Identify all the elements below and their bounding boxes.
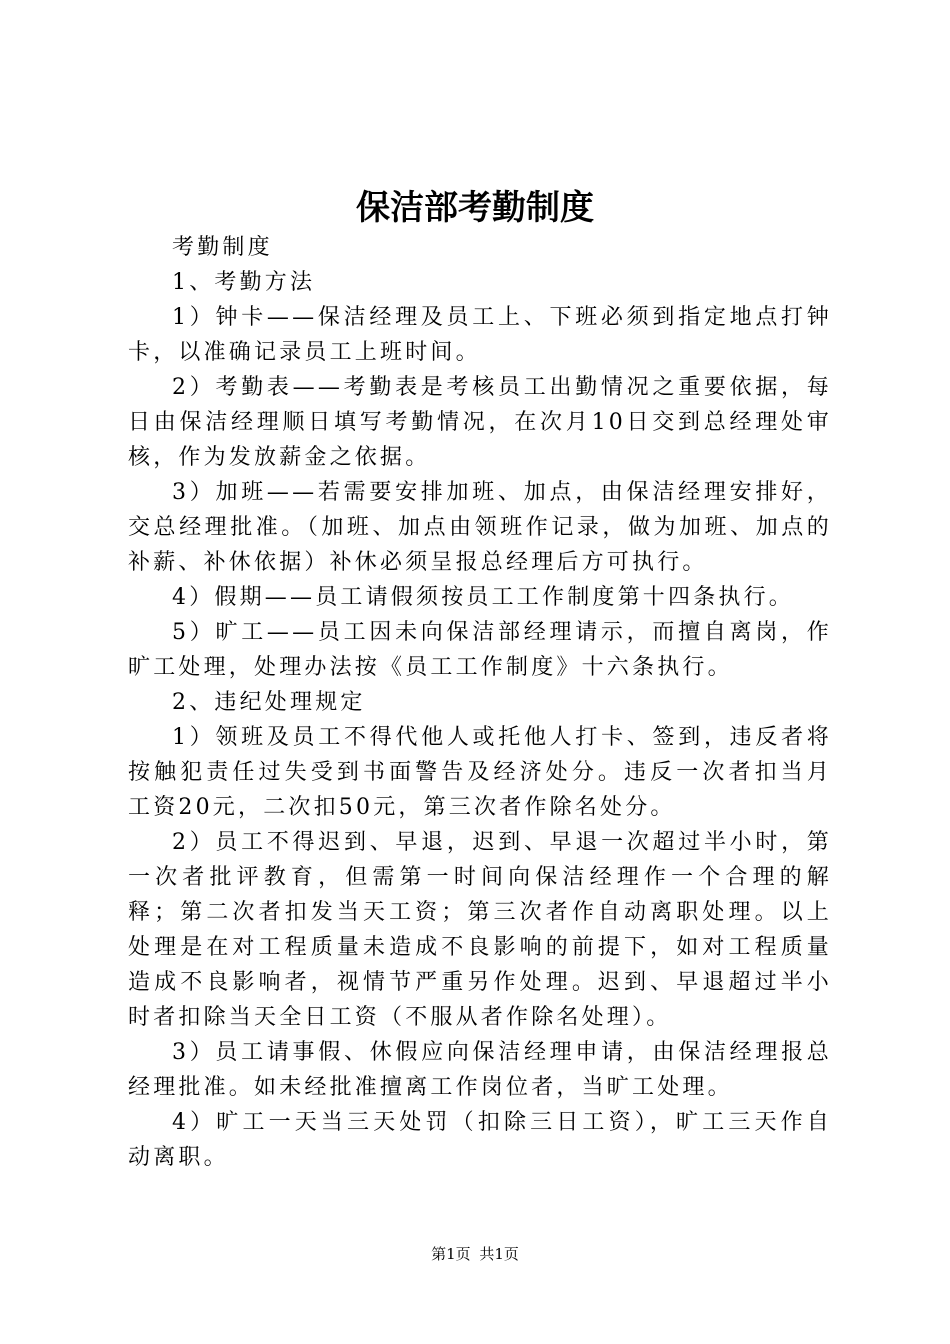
paragraph-overtime: 3）加班——若需要安排加班、加点，由保洁经理安排好，交总经理批准。（加班、加点由领班作记录，做为加班、加点的补薪、补休依据）补休必须呈报总经理后方可执行。 bbox=[128, 480, 832, 575]
paragraph-lateness: 2）员工不得迟到、早退，迟到、早退一次超过半小时，第一次者批评教育，但需第一时间向保洁经理作一个合理的解释；第二次者扣发当天工资；第三次者作自动离职处理。以上处理是在对工程质量未造成不良影响的前提下，如对工程质量造成不良影响者，视情节严重另作处理。迟到、早退超过半小时者扣除当天全日工资（不服从者作除名处理）。 bbox=[128, 830, 832, 1030]
paragraph-heading: 考勤制度 bbox=[172, 235, 273, 260]
paragraph-absenteeism: 5）旷工——员工因未向保洁部经理请示，而擅自离岗，作旷工处理，处理办法按《员工工作制度》十六条执行。 bbox=[128, 620, 832, 680]
page-total: 共1页 bbox=[479, 1245, 519, 1263]
paragraph-leave-request: 3）员工请事假、休假应向保洁经理申请，由保洁经理报总经理批准。如未经批准擅离工作岗位者，当旷工处理。 bbox=[128, 1040, 832, 1100]
page-number: 第1页 bbox=[431, 1245, 471, 1263]
paragraph-clock-card: 1）钟卡——保洁经理及员工上、下班必须到指定地点打钟卡，以准确记录员工上班时间。 bbox=[128, 305, 832, 365]
document-body bbox=[128, 230, 832, 1175]
paragraph-attendance-sheet: 2）考勤表——考勤表是考核员工出勤情况之重要依据，每日由保洁经理顺日填写考勤情况，在次月10日交到总经理处审核，作为发放薪金之依据。 bbox=[128, 375, 832, 470]
section-heading-attendance-method: 1、考勤方法 bbox=[172, 270, 316, 295]
paragraph-leave: 4）假期——员工请假须按员工工作制度第十四条执行。 bbox=[172, 585, 794, 610]
section-heading-discipline: 2、违纪处理规定 bbox=[172, 690, 366, 715]
document-title: 保洁部考勤制度 bbox=[356, 188, 594, 228]
paragraph-proxy-clocking: 1）领班及员工不得代他人或托他人打卡、签到，违反者将按触犯责任过失受到书面警告及经济处分。违反一次者扣当月工资20元，二次扣50元，第三次者作除名处分。 bbox=[128, 725, 832, 820]
page-footer bbox=[0, 1243, 950, 1265]
paragraph-absence-penalty: 4）旷工一天当三天处罚（扣除三日工资），旷工三天作自动离职。 bbox=[128, 1110, 832, 1170]
